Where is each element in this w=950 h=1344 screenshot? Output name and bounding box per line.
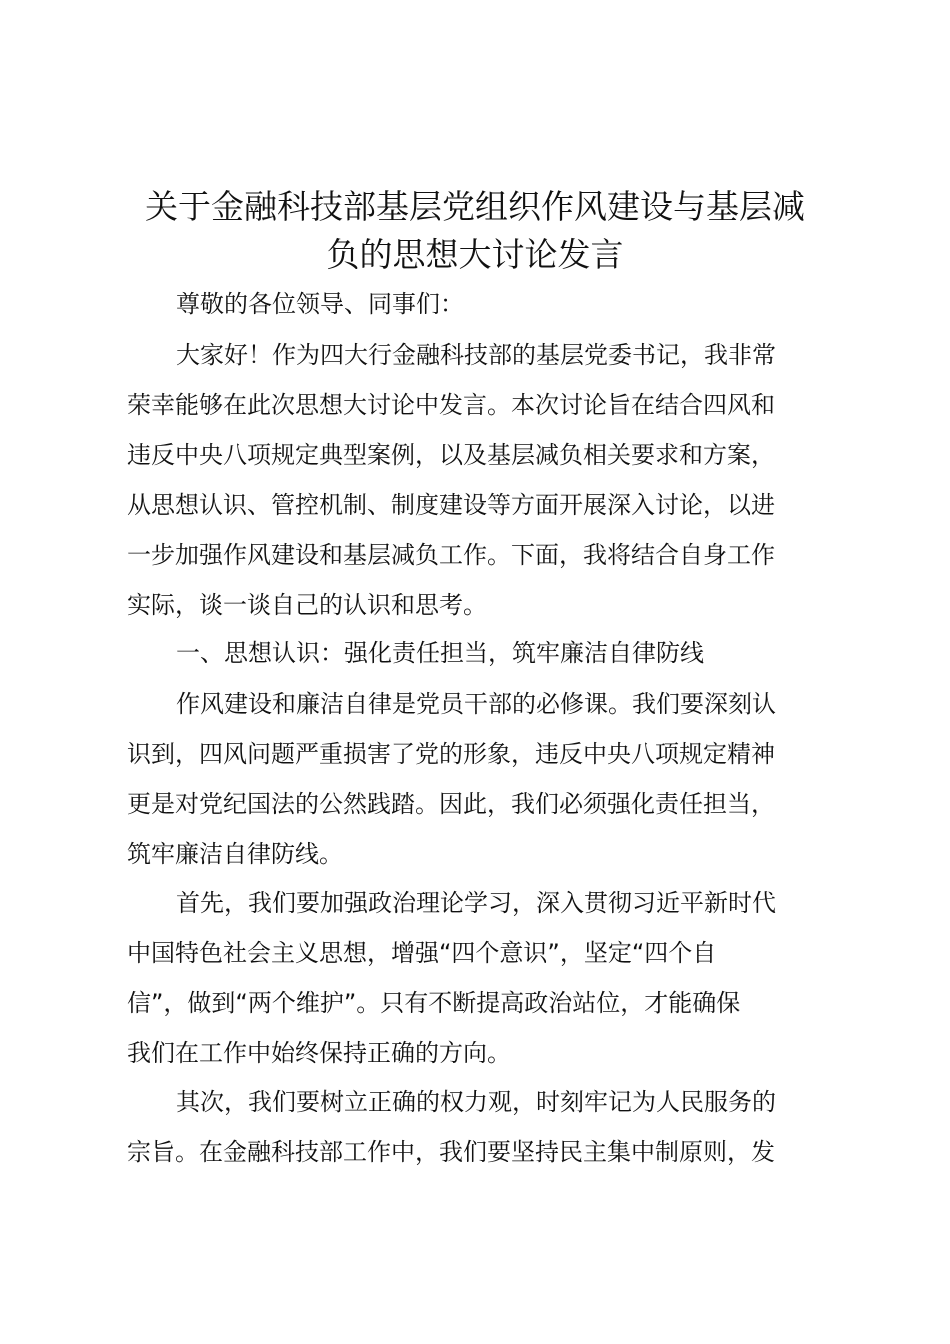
paragraph-3-line-1: 首先，我们要加强政治理论学习，深入贯彻习近平新时代	[176, 889, 776, 917]
paragraph-4-line-1: 其次，我们要树立正确的权力观，时刻牢记为人民服务的	[176, 1088, 776, 1116]
greeting: 尊敬的各位领导、同事们：	[176, 290, 464, 318]
paragraph-3-line-2: 中国特色社会主义思想，增强“四个意识”，坚定“四个自	[127, 939, 717, 967]
paragraph-1-line-4: 从思想认识、管控机制、制度建设等方面开展深入讨论，以进	[127, 491, 775, 519]
section-1-heading: 一、思想认识：强化责任担当，筑牢廉洁自律防线	[176, 639, 704, 667]
paragraph-2-line-1: 作风建设和廉洁自律是党员干部的必修课。我们要深刻认	[176, 690, 776, 718]
paragraph-2-line-2: 识到，四风问题严重损害了党的形象，违反中央八项规定精神	[127, 740, 775, 768]
document-title-line-2: 负的思想大讨论发言	[326, 235, 624, 274]
paragraph-3-line-3: 信”，做到“两个维护”。只有不断提高政治站位，才能确保	[127, 989, 741, 1017]
paragraph-4-line-2: 宗旨。在金融科技部工作中，我们要坚持民主集中制原则，发	[127, 1138, 775, 1166]
paragraph-1-line-2: 荣幸能够在此次思想大讨论中发言。本次讨论旨在结合四风和	[127, 391, 775, 419]
paragraph-1-line-3: 违反中央八项规定典型案例，以及基层减负相关要求和方案，	[127, 441, 775, 469]
paragraph-1-line-6: 实际，谈一谈自己的认识和思考。	[127, 591, 487, 619]
paragraph-1-line-5: 一步加强作风建设和基层减负工作。下面，我将结合自身工作	[127, 541, 775, 569]
paragraph-2-line-4: 筑牢廉洁自律防线。	[127, 840, 343, 868]
document-title-line-1: 关于金融科技部基层党组织作风建设与基层减	[145, 187, 805, 226]
paragraph-2-line-3: 更是对党纪国法的公然践踏。因此，我们必须强化责任担当，	[127, 790, 775, 818]
paragraph-1-line-1: 大家好！作为四大行金融科技部的基层党委书记，我非常	[176, 341, 776, 369]
paragraph-3-line-4: 我们在工作中始终保持正确的方向。	[127, 1039, 511, 1067]
